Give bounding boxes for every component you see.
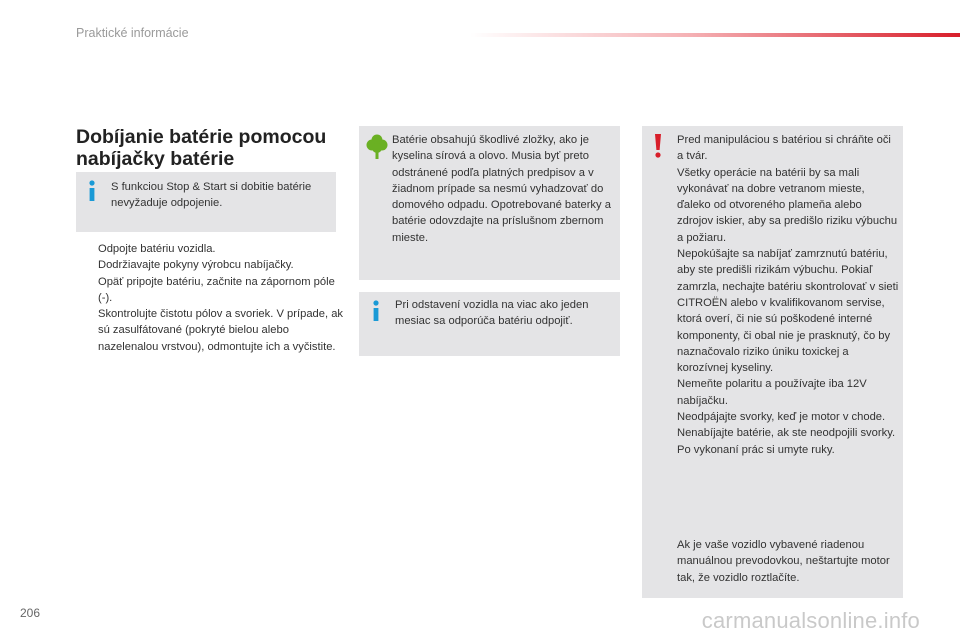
info-box-text: Pri odstavení vozidla na viac ako jeden mesiac sa odporúča batériu odpojiť. [395, 299, 589, 328]
step-text: Dodržiavajte pokyny výrobcu nabíjačky. [98, 259, 294, 272]
warning-box [642, 126, 903, 598]
page-number: 206 [20, 606, 41, 620]
info-box-stop-start [76, 172, 336, 232]
warning-icon [653, 134, 663, 158]
info-icon [371, 300, 381, 322]
page-header-title: Praktické informácie [76, 26, 189, 40]
step-text: Opäť pripojte batériu, začnite na zápornom póle (-). [98, 275, 335, 304]
section-title: Dobíjanie batérie pomocou nabíjačky batérie [76, 126, 327, 170]
list-item [76, 306, 344, 355]
info-box-text: S funkciou Stop & Start si dobitie batérie nevyžaduje odpojenie. [111, 181, 312, 210]
warning-last-paragraph: Ak je vaše vozidlo vybavené riadenou manuálnou prevodovkou, neštartujte motor tak, že vozidlo roztlačíte. [677, 539, 890, 584]
environment-text: Batérie obsahujú škodlivé zložky, ako je kyselina sírová a olovo. Musia byť preto odstránené podľa platných predpisov a v žiadnom prípade sa nesmú vyhadzovať do domového odpadu. Opotrebované baterky a batérie odovzdajte na príslušnom zbernom mieste. [392, 134, 611, 244]
tree-icon [366, 134, 388, 160]
environment-box [359, 126, 620, 280]
info-box-storage [359, 292, 620, 356]
warning-text: Pred manipuláciou s batériou si chráňte oči a tvár. Všetky operácie na batérii by sa mali vykonávať na dobre vetranom mieste, ďaleko od otvoreného plameňa alebo zdrojov iskier, aby sa predišlo riziku výbuchu a požiaru. Nepokúšajte sa nabíjať zamrznutú batériu, aby ste predišli rizikám výbuchu. Pokiaľ zamrzla, nechajte batériu skontrolovať v sieti CITROËN alebo v kvalifikovanom servise, ktorá overí, či nie sú poškodené interné komponenty, či obal nie je prasknutý, čo by naznačovalo riziko úniku toxickej a korozívnej kyseliny. Nemeňte polaritu a používajte iba 12V nabíjačku. Neodpájajte svorky, keď je motor v chode. Nenabíjajte batérie, ak ste neodpojili svorky. Po vykonaní prác si umyte ruky. [677, 134, 899, 456]
list-item [76, 257, 344, 273]
steps-list [76, 241, 344, 355]
step-text: Odpojte batériu vozidla. [98, 243, 216, 255]
header-accent-line [470, 33, 960, 37]
info-icon [87, 180, 97, 202]
watermark: carmanualsonline.info [701, 608, 920, 633]
list-item [76, 241, 344, 257]
list-item [76, 274, 344, 307]
step-text: Skontrolujte čistotu pólov a svoriek. V prípade, ak sú zasulfátované (pokryté bielou alebo nazelenalou vrstvou), odmontujte ich a vyčistite. [98, 308, 344, 353]
